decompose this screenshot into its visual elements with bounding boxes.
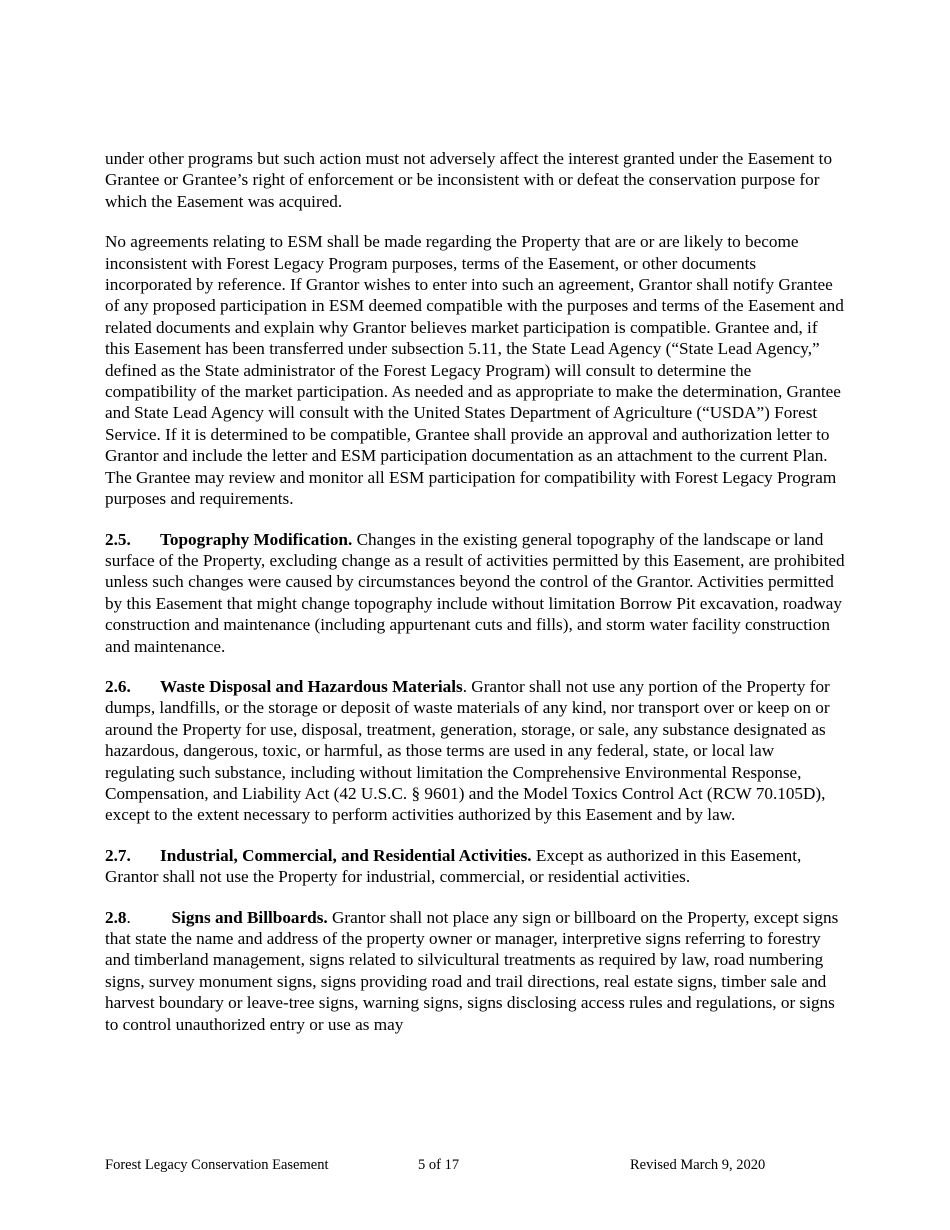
footer-revision-date: Revised March 9, 2020 xyxy=(630,1157,766,1173)
section-title: Signs and Billboards. xyxy=(171,907,328,927)
section-number: 2.7. xyxy=(105,845,131,865)
paragraph-continuation: under other programs but such action must not adversely affect the interest granted under the Easement to Grantee or Grantee’s right of enforcement or be inconsistent with or defeat the conservation purpose for which the Easement was acquired. xyxy=(105,149,833,211)
section-number: 2.5. xyxy=(105,529,131,549)
section-body: . Grantor shall not use any portion of the Property for dumps, landfills, or the storage or deposit of waste materials of any kind, nor transport over or keep on or around the Property for use, disposal, treatment, generation, storage, or sale, any substance designated as hazardous, dangerous, toxic, or harmful, as those terms are used in any federal, state, or local law regulating such substance, including without limitation the Comprehensive Environmental Response, Compensation, and Liability Act (42 U.S.C. § 9601) and the Model Toxics Control Act (RCW 70.105D), except to the extent necessary to perform activities authorized by this Easement and by law. xyxy=(105,676,830,825)
section-2-5 xyxy=(105,529,845,657)
section-2-8 xyxy=(105,907,845,1035)
section-number: 2.6. xyxy=(105,676,131,696)
section-number-dot: . xyxy=(126,907,131,927)
document-body xyxy=(105,148,845,1054)
section-title: Industrial, Commercial, and Residential Activities. xyxy=(160,845,532,865)
section-body: Changes in the existing general topography of the landscape or land surface of the Property, excluding change as a result of activities permitted by this Easement, are prohibited unless such changes were caused by circumstances beyond the control of the Grantor. Activities permitted by this Easement that might change topography include without limitation Borrow Pit excavation, roadway construction and maintenance (including appurtenant cuts and fills), and storm water facility construction and maintenance. xyxy=(105,529,845,656)
section-body: Grantor shall not place any sign or billboard on the Property, except signs that state the name and address of the property owner or manager, interpretive signs referring to forestry and timberland management, signs related to silvicultural treatments as required by law, road numbering signs, survey monument signs, signs providing road and trail directions, real estate signs, timber sale and harvest boundary or leave-tree signs, warning signs, signs disclosing access rules and regulations, or signs to control unauthorized entry or use as may xyxy=(105,907,839,1034)
paragraph-esm-agreements: No agreements relating to ESM shall be made regarding the Property that are or are likely to become inconsistent with Forest Legacy Program purposes, terms of the Easement, or other documents incorporated by reference. If Grantor wishes to enter into such an agreement, Grantor shall notify Grantee of any proposed participation in ESM deemed compatible with the purposes and terms of the Easement and related documents and explain why Grantor believes market participation is compatible. Grantee and, if this Easement has been transferred under subsection 5.11, the State Lead Agency (“State Lead Agency,” defined as the State administrator of the Forest Legacy Program) will consult to determine the compatibility of the market participation. As needed and as appropriate to make the determination, Grantee and State Lead Agency will consult with the United States Department of Agriculture (“USDA”) Forest Service. If it is determined to be compatible, Grantee shall provide an approval and authorization letter to Grantor and include the letter and ESM participation documentation as an attachment to the current Plan. The Grantee may review and monitor all ESM participation for compatibility with Forest Legacy Program purposes and requirements. xyxy=(105,232,844,509)
section-2-6 xyxy=(105,676,845,826)
section-number: 2.8 xyxy=(105,907,127,927)
footer-document-title: Forest Legacy Conservation Easement xyxy=(105,1157,329,1173)
footer-page-number: 5 of 17 xyxy=(418,1157,460,1173)
section-2-7 xyxy=(105,845,845,888)
section-title: Waste Disposal and Hazardous Materials xyxy=(160,676,463,696)
section-title: Topography Modification. xyxy=(160,529,353,549)
section-body: Except as authorized in this Easement, Grantor shall not use the Property for industrial, commercial, or residential activities. xyxy=(105,845,802,887)
